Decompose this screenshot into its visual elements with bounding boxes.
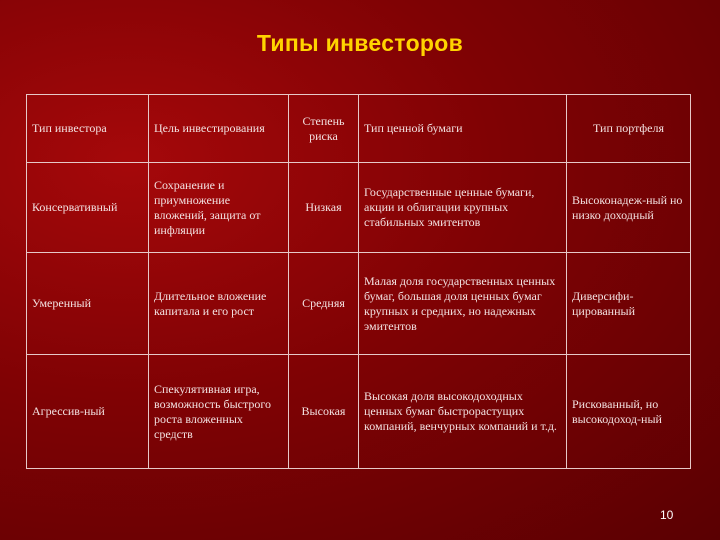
header-investor-type: Тип инвестора <box>27 95 149 163</box>
table-row-aggressive <box>27 355 691 469</box>
table-row-conservative <box>27 163 691 253</box>
header-risk: Степень риска <box>289 95 359 163</box>
table-header-row <box>27 95 691 163</box>
cell-portfolio-type: Рискованный, но высокодоход-ный <box>567 355 691 469</box>
cell-portfolio-type: Диверсифи-цированный <box>567 253 691 355</box>
cell-risk: Средняя <box>289 253 359 355</box>
table-row-moderate <box>27 253 691 355</box>
cell-portfolio-type: Высоконадеж-ный но низко доходный <box>567 163 691 253</box>
page-number: 10 <box>660 508 674 522</box>
cell-investor-type: Агрессив-ный <box>27 355 149 469</box>
cell-risk: Низкая <box>289 163 359 253</box>
cell-investor-type: Умеренный <box>27 253 149 355</box>
slide-title: Типы инвесторов <box>256 30 464 56</box>
header-goal: Цель инвестирования <box>149 95 289 163</box>
header-security-type: Тип ценной бумаги <box>359 95 567 163</box>
cell-security-type: Государственные ценные бумаги, акции и облигации крупных стабильных эмитентов <box>359 163 567 253</box>
cell-security-type: Малая доля государственных ценных бумаг, большая доля ценных бумаг крупных и средних, но надежных эмитентов <box>359 253 567 355</box>
cell-security-type: Высокая доля высокодоходных ценных бумаг быстрорастущих компаний, венчурных компаний и т.д. <box>359 355 567 469</box>
cell-goal: Спекулятивная игра, возможность быстрого роста вложенных средств <box>149 355 289 469</box>
cell-risk: Высокая <box>289 355 359 469</box>
cell-goal: Длительное вложение капитала и его рост <box>149 253 289 355</box>
investor-types-table <box>26 94 691 469</box>
cell-investor-type: Консервативный <box>27 163 149 253</box>
cell-goal: Сохранение и приумножение вложений, защита от инфляции <box>149 163 289 253</box>
header-portfolio-type: Тип портфеля <box>567 95 691 163</box>
